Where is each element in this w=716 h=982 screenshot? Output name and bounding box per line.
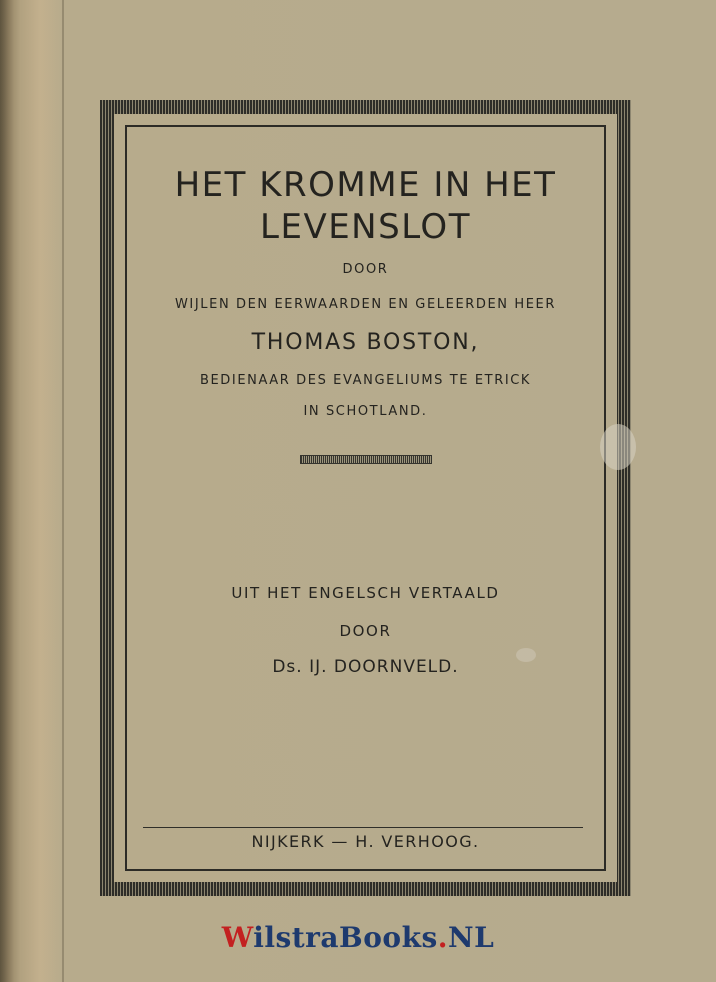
- title-line-2: LEVENSLOT: [260, 207, 471, 247]
- book-title: [100, 164, 631, 248]
- author-name: THOMAS BOSTON,: [251, 330, 480, 355]
- watermark-dot: .: [437, 921, 448, 954]
- ornament-divider: [300, 455, 432, 464]
- publisher: NIJKERK — H. VERHOOG.: [251, 832, 480, 851]
- translation-note: UIT HET ENGELSCH VERTAALD: [231, 584, 500, 602]
- author-place: IN SCHOTLAND.: [303, 404, 428, 419]
- watermark: [0, 921, 716, 954]
- publisher-rule: [143, 827, 583, 828]
- translator-name: Ds. IJ. DOORNVELD.: [272, 657, 459, 677]
- author-role: BEDIENAAR DES EVANGELIUMS TE ETRICK: [199, 373, 532, 388]
- paper-stain: [600, 424, 636, 470]
- door-label-2: DOOR: [339, 622, 392, 640]
- watermark-main: ilstraBooks: [253, 921, 438, 954]
- title-line-1: HET KROMME IN HET: [174, 165, 557, 205]
- author-intro: WIJLEN DEN EERWAARDEN EN GELEERDEN HEER: [174, 297, 557, 312]
- watermark-w: W: [221, 921, 254, 954]
- spine-crease: [62, 0, 64, 982]
- watermark-tld: NL: [447, 921, 495, 954]
- door-label-1: DOOR: [342, 262, 389, 277]
- spine-edge: [0, 0, 64, 982]
